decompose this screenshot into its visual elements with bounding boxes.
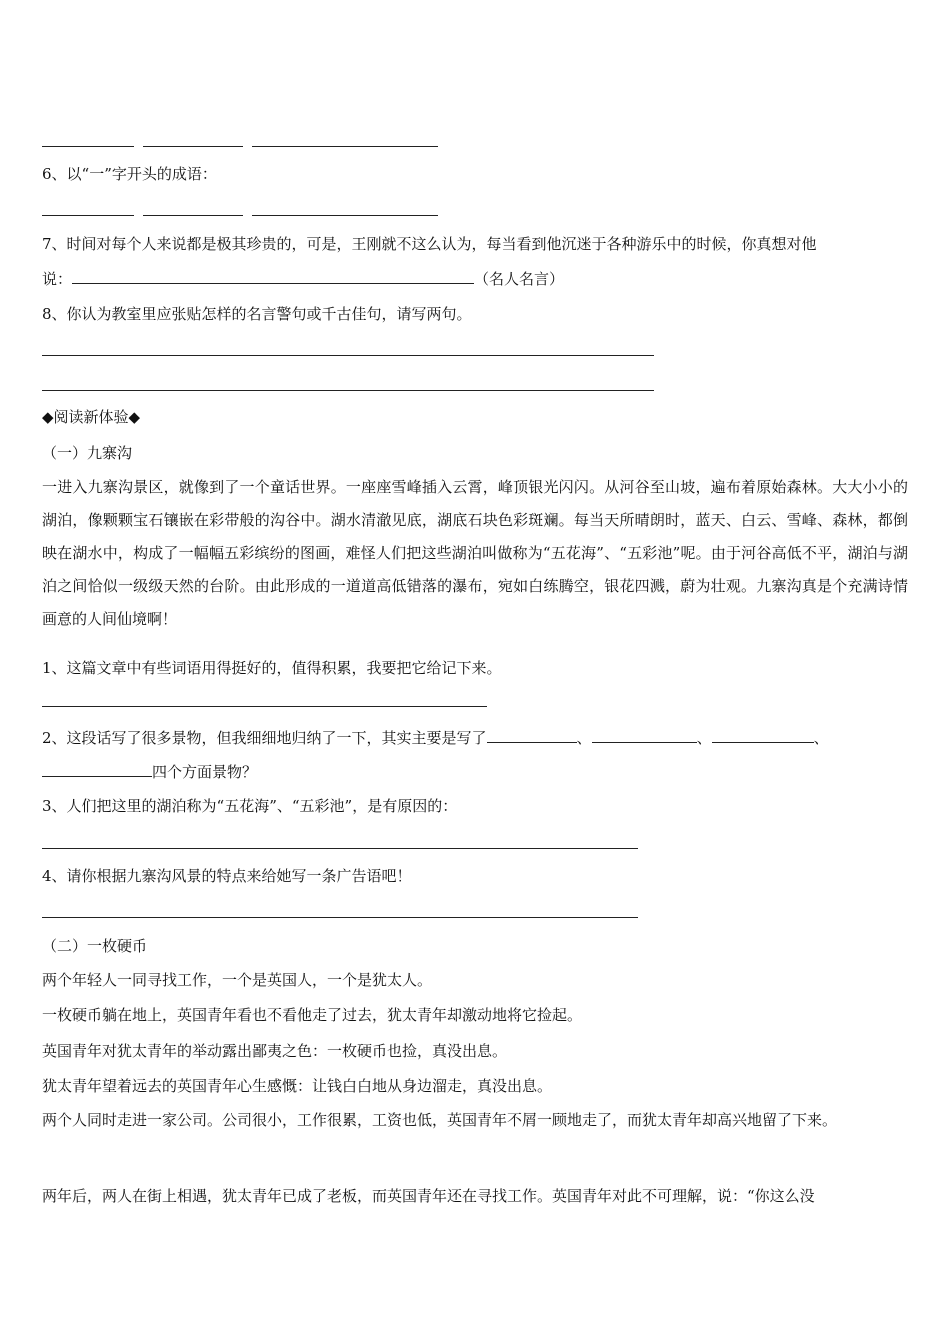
answer-blank[interactable] bbox=[487, 726, 577, 743]
answer-blank[interactable] bbox=[592, 726, 697, 743]
part2-line-4: 犹太青年望着远去的英国青年心生感慨：让钱白白地从身边溜走，真没出息。 bbox=[42, 1077, 553, 1095]
q7-suffix: （名人名言） bbox=[474, 270, 565, 288]
q8-answer-line-1[interactable] bbox=[42, 355, 654, 356]
part2-paragraph-6: 两年后，两人在街上相遇，犹太青年已成了老板，而英国青年还在寻找工作。英国青年对此不可理解，说：“你这么没 bbox=[42, 1187, 815, 1205]
q8-answer-line-2[interactable] bbox=[42, 390, 654, 391]
q8-label: 8、你认为教室里应张贴怎样的名言警句或千古佳句，请写两句。 bbox=[42, 305, 472, 323]
part1-title: （一）九寨沟 bbox=[42, 444, 133, 462]
p1-q3-answer-line[interactable] bbox=[42, 848, 638, 849]
p1-q2-suffix: 四个方面景物？ bbox=[152, 763, 258, 781]
answer-blank[interactable] bbox=[42, 130, 134, 147]
answer-blank[interactable] bbox=[252, 199, 438, 216]
part2-line-3: 英国青年对犹太青年的举动露出鄙夷之色：一枚硬币也捡，真没出息。 bbox=[42, 1042, 508, 1060]
p1-question-4: 4、请你根据九寨沟风景的特点来给她写一条广告语吧！ bbox=[42, 867, 412, 885]
separator: 、 bbox=[813, 729, 829, 747]
answer-blank[interactable] bbox=[42, 199, 134, 216]
q6-label: 6、以“一”字开头的成语： bbox=[42, 165, 217, 183]
q5-answer-blanks bbox=[42, 130, 438, 153]
separator: 、 bbox=[696, 729, 712, 747]
answer-blank[interactable] bbox=[712, 726, 814, 743]
p1-question-3: 3、人们把这里的湖泊称为“五花海”、“五彩池”，是有原因的： bbox=[42, 797, 458, 815]
answer-blank[interactable] bbox=[42, 760, 152, 777]
part1-passage: 一进入九寨沟景区，就像到了一个童话世界。一座座雪峰插入云霄，峰顶银光闪闪。从河谷至山坡，遍布着原始森林。大大小小的湖泊，像颗颗宝石镶嵌在彩带般的沟谷中。湖水清澈见底，湖底石块色彩斑斓。每当天所晴朗时，蓝天、白云、雪峰、森林，都倒映在湖水中，构成了一幅幅五彩缤纷的图画，难怪人们把这些湖泊叫做称为“五花海”、“五彩池”呢。由于河谷高低不平，湖泊与湖泊之间恰似一级级天然的台阶。由此形成的一道道高低错落的瀑布，宛如白练腾空，银花四溅，蔚为壮观。九寨沟真是个充满诗情画意的人间仙境啊！ bbox=[42, 478, 908, 628]
q7-line2 bbox=[42, 267, 564, 290]
answer-blank[interactable] bbox=[143, 199, 243, 216]
part2-line-1: 两个年轻人一同寻找工作，一个是英国人，一个是犹太人。 bbox=[42, 971, 433, 989]
p1-q4-answer-line[interactable] bbox=[42, 917, 638, 918]
answer-blank[interactable] bbox=[252, 130, 438, 147]
q7-answer-blank[interactable] bbox=[72, 267, 474, 284]
q7-line1: 7、时间对每个人来说都是极其珍贵的，可是，王刚就不这么认为，每当看到他沉迷于各种游乐中的时候，你真想对他 bbox=[42, 235, 817, 253]
p1-q2-prefix: 2、这段话写了很多景物，但我细细地归纳了一下，其实主要是写了 bbox=[42, 729, 487, 747]
part2-paragraph-5: 两个人同时走进一家公司。公司很小，工作很累，工资也低，英国青年不屑一顾地走了，而犹太青年却高兴地留了下来。 bbox=[42, 1111, 838, 1129]
part2-title: （二）一枚硬币 bbox=[42, 937, 148, 955]
answer-blank[interactable] bbox=[143, 130, 243, 147]
p1-question-1: 1、这篇文章中有些词语用得挺好的，值得积累，我要把它给记下来。 bbox=[42, 659, 502, 677]
p1-question-2-cont bbox=[42, 760, 257, 783]
p1-question-2 bbox=[42, 726, 829, 749]
p1-q1-answer-line[interactable] bbox=[42, 706, 487, 707]
q6-answer-blanks bbox=[42, 199, 438, 222]
separator: 、 bbox=[576, 729, 592, 747]
section-title: ◆阅读新体验◆ bbox=[42, 408, 141, 426]
part2-line-2: 一枚硬币躺在地上，英国青年看也不看他走了过去，犹太青年却激动地将它捡起。 bbox=[42, 1006, 583, 1024]
q7-prefix: 说： bbox=[42, 270, 73, 288]
